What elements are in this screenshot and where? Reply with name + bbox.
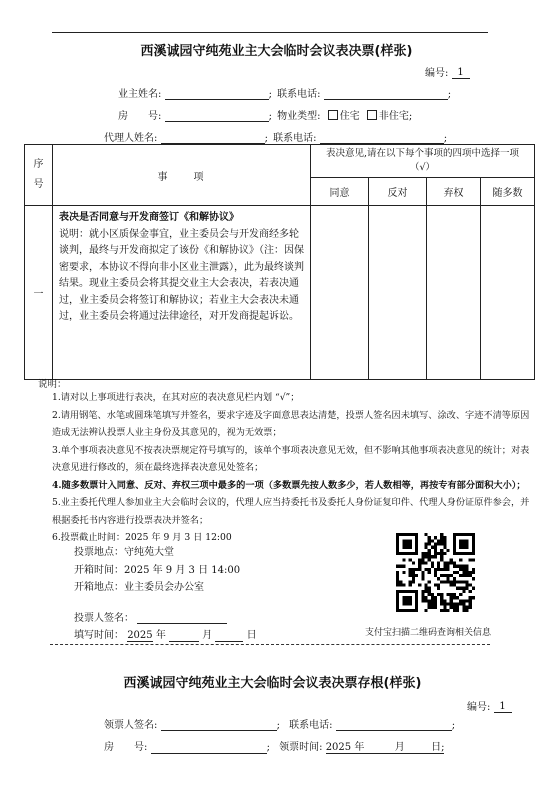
owner-name-field[interactable]: [165, 88, 269, 100]
collect-time-label: 领票时间:: [279, 742, 323, 753]
proxy-phone-field[interactable]: [320, 132, 444, 144]
ballot-number: [425, 64, 470, 79]
fill-month-field[interactable]: [169, 630, 199, 642]
vote-majority-cell[interactable]: [481, 206, 535, 380]
seq-value: 一: [25, 206, 53, 380]
vote-abstain-cell[interactable]: [427, 206, 481, 380]
year-label: 年: [155, 630, 166, 641]
stub-room-field[interactable]: [151, 742, 267, 754]
stub-phone-label: 联系电话:: [289, 720, 333, 731]
note-1: 1.请对以上事项进行表决，在其对应的表决意见栏内划 “√”；: [52, 392, 300, 403]
stub-year-label: 年: [354, 742, 365, 753]
notes-heading: 说明：: [38, 379, 67, 390]
sep: ;: [268, 89, 272, 100]
open-place: 开箱地点：业主委员会办公室: [74, 582, 204, 593]
seq-header: [25, 145, 53, 206]
motion-cell: [53, 206, 311, 380]
stub-day-label: 日;: [431, 742, 445, 753]
fill-time-label: 填写时间：: [74, 630, 124, 641]
owner-phone-label: 联系电话:: [277, 89, 321, 100]
motion-body: 说明：就小区质保金事宜，业主委员会与开发商经多轮谈判，最终与开发商拟定了该份《和解协议》（注：因保密要求，本协议不得向非小区业主泄露），此为最终谈判结果。现业主委员会将其提交业主大会表决，若表决通过，业主委员会将签订和解协议；若业主大会表决未通过，业主委员会将通过法律途径，对开发商提起诉讼。: [59, 228, 304, 322]
seq-header-text: 序号: [33, 159, 44, 190]
proxy-row: [104, 129, 447, 144]
month-label: 月: [202, 630, 213, 641]
proxy-phone-label: 联系电话:: [273, 133, 317, 144]
sep: ;: [408, 111, 413, 122]
collector-field[interactable]: [161, 719, 277, 731]
non-residential-checkbox[interactable]: [367, 110, 377, 120]
voter-sign-row: [74, 609, 227, 624]
residential-checkbox[interactable]: [328, 110, 338, 120]
vote-oppose-cell[interactable]: [369, 206, 427, 380]
stub-month-label: 月: [394, 742, 405, 753]
vote-header: 表决意见,请在以下每个事项的四项中选择一项（√）: [311, 145, 535, 178]
notes: [52, 389, 530, 547]
room-field[interactable]: [165, 110, 269, 122]
open-time: 开箱时间：2025 年 9 月 3 日 14:00: [74, 565, 241, 576]
non-residential-label: 非住宅: [378, 111, 409, 122]
ballot-title: 西溪诚园守纯苑业主大会临时会议表决票(样张): [140, 44, 413, 59]
motion-title: 表决是否同意与开发商签订《和解协议》: [59, 212, 239, 223]
residential-label: 住宅: [339, 111, 360, 122]
stub-number-value: 1: [494, 701, 512, 713]
room-label: 房 号:: [118, 111, 162, 122]
top-rule: [52, 32, 488, 33]
fill-time-row: [74, 626, 257, 642]
ballot-number-value: 1: [452, 67, 470, 79]
stub-phone-field[interactable]: [336, 719, 452, 731]
stub-room-label: 房 号:: [104, 742, 148, 753]
vote-agree-cell[interactable]: [311, 206, 369, 380]
item-header: 事 项: [53, 145, 311, 206]
cut-line: [50, 644, 490, 645]
collector-label: 领票人签名:: [104, 720, 158, 731]
voter-sign-field[interactable]: [137, 612, 227, 624]
voter-sign-label: 投票人签名：: [74, 613, 134, 624]
note-6: 6.投票截止时间：2025 年 9 月 3 日 12:00: [52, 532, 232, 543]
qr-caption: 支付宝扫描二维码查询相关信息: [365, 628, 492, 638]
sep: ;: [447, 89, 452, 100]
room-row: [104, 107, 412, 122]
option-follow-majority: 随多数: [481, 178, 535, 206]
option-abstain: 弃权: [427, 178, 481, 206]
owner-phone-field[interactable]: [324, 88, 448, 100]
sep: ;: [264, 133, 268, 144]
stub-year-value: 2025: [325, 742, 352, 753]
owner-name-label: 业主姓名:: [118, 89, 162, 100]
stub-number: [467, 698, 512, 713]
fill-day-field[interactable]: [215, 630, 243, 642]
ballot-number-label: 编号:: [425, 68, 449, 79]
property-type-label: 物业类型:: [277, 111, 321, 122]
sep: ;: [443, 133, 448, 144]
proxy-name-field[interactable]: [161, 132, 265, 144]
sep: ;: [266, 742, 270, 753]
qr-code[interactable]: [396, 533, 475, 612]
day-label: 日: [246, 630, 257, 641]
note-3: 3.单个事项表决意见不按表决票规定符号填写的，该单个事项表决意见无效，但不影响其他事项表决意见的统计；对表决意见进行修改的，须在最终选择表决意见处签名；: [52, 444, 530, 473]
fill-year: 2025: [127, 630, 153, 641]
vote-table: [24, 144, 535, 380]
sep: ;: [268, 111, 272, 122]
option-agree: 同意: [311, 178, 369, 206]
option-oppose: 反对: [369, 178, 427, 206]
stub-number-label: 编号:: [467, 702, 491, 713]
proxy-name-label: 代理人姓名:: [104, 133, 158, 144]
sep: ;: [276, 720, 280, 731]
note-2: 2.请用钢笔、水笔或圆珠笔填写并签名，要求字迹及字面意思表达清楚，投票人签名因未填写、涂改、字迹不清等原因造成无法辨认投票人业主身份及其意见的，视为无效票；: [52, 409, 530, 438]
stub-title: 西溪诚园守纯苑业主大会临时会议表决票存根(样张): [123, 676, 422, 691]
stub-year: [326, 742, 445, 754]
stub-collector-row: [104, 716, 455, 731]
note-4: 4.随多数票计入同意、反对、弃权三项中最多的一项（多数票先按人数多少，若人数相等，再按专有部分面积大小）；: [52, 479, 526, 491]
stub-room-row: [104, 738, 444, 754]
note-5: 5.业主委托代理人参加业主大会临时会议的，代理人应当持委托书及委托人身份证复印件、代理人身份证原件参会，并根据委托书内容进行投票表决并签名；: [52, 497, 530, 526]
owner-name-row: [118, 85, 451, 100]
sep: ;: [451, 720, 456, 731]
vote-place: 投票地点：守纯苑大堂: [74, 547, 174, 558]
